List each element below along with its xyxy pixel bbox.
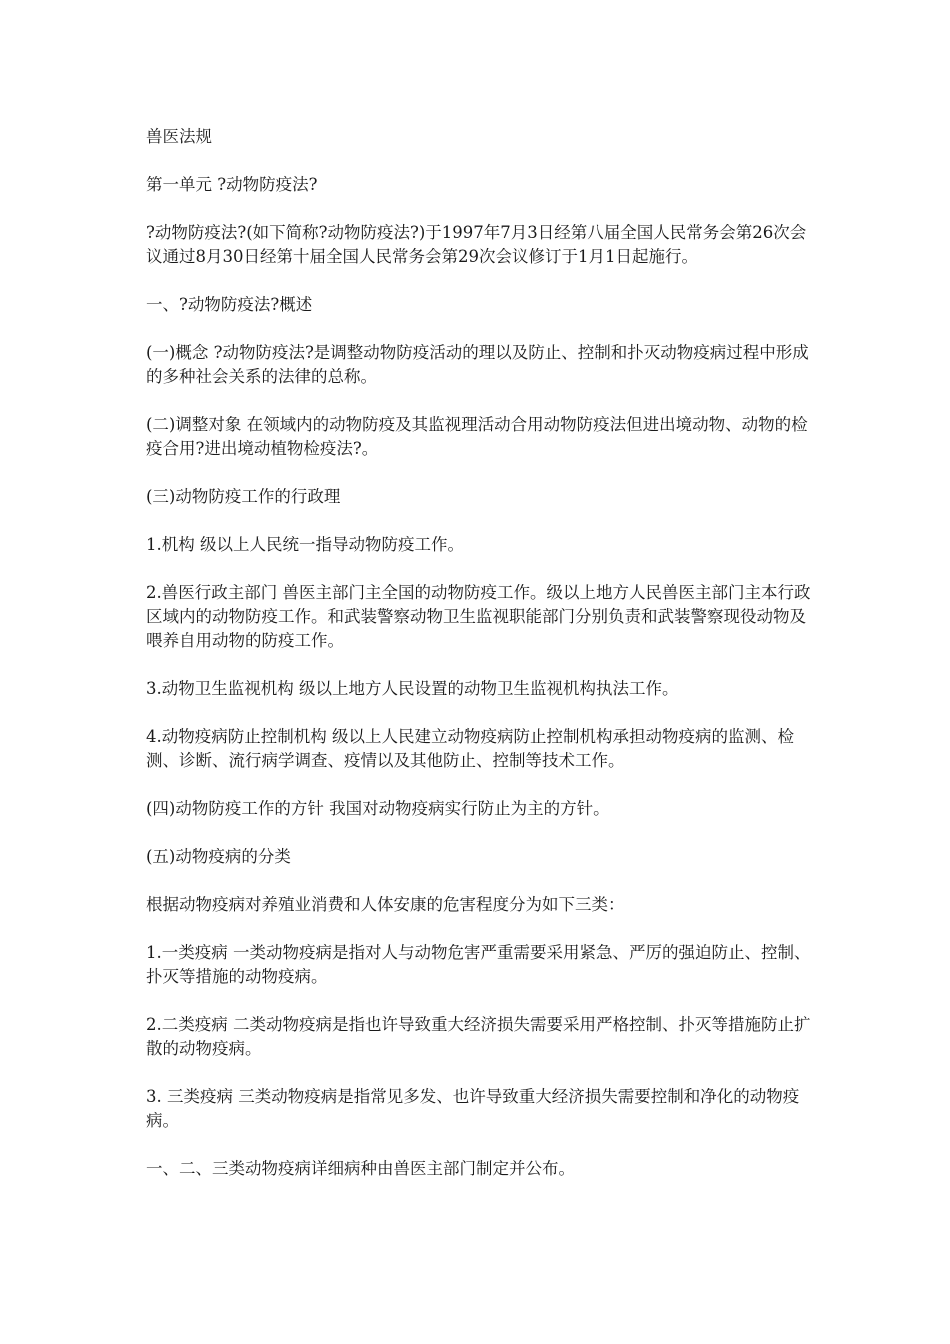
document-body: [146, 125, 811, 1205]
list-item: 1.机构 级以上人民统一指导动物防疫工作。: [146, 535, 464, 554]
list-item: 2.兽医行政主部门 兽医主部门主全国的动物防疫工作。级以上地方人民兽医主部门主本行政区域内的动物防疫工作。和武装警察动物卫生监视职能部门分别负责和武装警察现役动物及喂养自用动物的防疫工作。: [146, 583, 811, 650]
policy-paragraph: (四)动物防疫工作的方针 我国对动物疫病实行防止为主的方针。: [146, 799, 610, 818]
list-item: 4.动物疫病防止控制机构 级以上人民建立动物疫病防止控制机构承担动物疫病的监测、检测、诊断、流行病学调查、疫情以及其他防止、控制等技术工作。: [146, 727, 794, 770]
subsection-heading: (三)动物防疫工作的行政理: [146, 487, 341, 506]
subsection-heading: (五)动物疫病的分类: [146, 847, 291, 866]
unit-heading: 第一单元 ?动物防疫法?: [146, 175, 318, 194]
classification-intro: 根据动物疫病对养殖业消费和人体安康的危害程度分为如下三类：: [146, 895, 625, 914]
list-item: 1.一类疫病 一类动物疫病是指对人与动物危害严重需要采用紧急、严厉的强迫防止、控制、扑灭等措施的动物疫病。: [146, 943, 811, 986]
document-title: 兽医法规: [146, 127, 212, 146]
section-heading: 一、?动物防疫法?概述: [146, 295, 313, 314]
list-item: 3. 三类疫病 三类动物疫病是指常见多发、也许导致重大经济损失需要控制和净化的动物疫病。: [146, 1087, 800, 1130]
scope-paragraph: (二)调整对象 在领域内的动物防疫及其监视理活动合用动物防疫法但进出境动物、动物的检疫合用?进出境动植物检疫法?。: [146, 415, 808, 458]
list-item: 3.动物卫生监视机构 级以上地方人民设置的动物卫生监视机构执法工作。: [146, 679, 679, 698]
concept-paragraph: (一)概念 ?动物防疫法?是调整动物防疫活动的理以及防止、控制和扑灭动物疫病过程中形成的多种社会关系的法律的总称。: [146, 343, 809, 386]
closing-paragraph: 一、二、三类动物疫病详细病种由兽医主部门制定并公布。: [146, 1159, 575, 1178]
list-item: 2.二类疫病 二类动物疫病是指也许导致重大经济损失需要采用严格控制、扑灭等措施防止扩散的动物疫病。: [146, 1015, 811, 1058]
intro-paragraph: ?动物防疫法?(如下简称?动物防疫法?)于1997年7月3日经第八届全国人民常务会第26次会议通过8月30日经第十届全国人民常务会第29次会议修订于1月1日起施行。: [146, 223, 807, 266]
